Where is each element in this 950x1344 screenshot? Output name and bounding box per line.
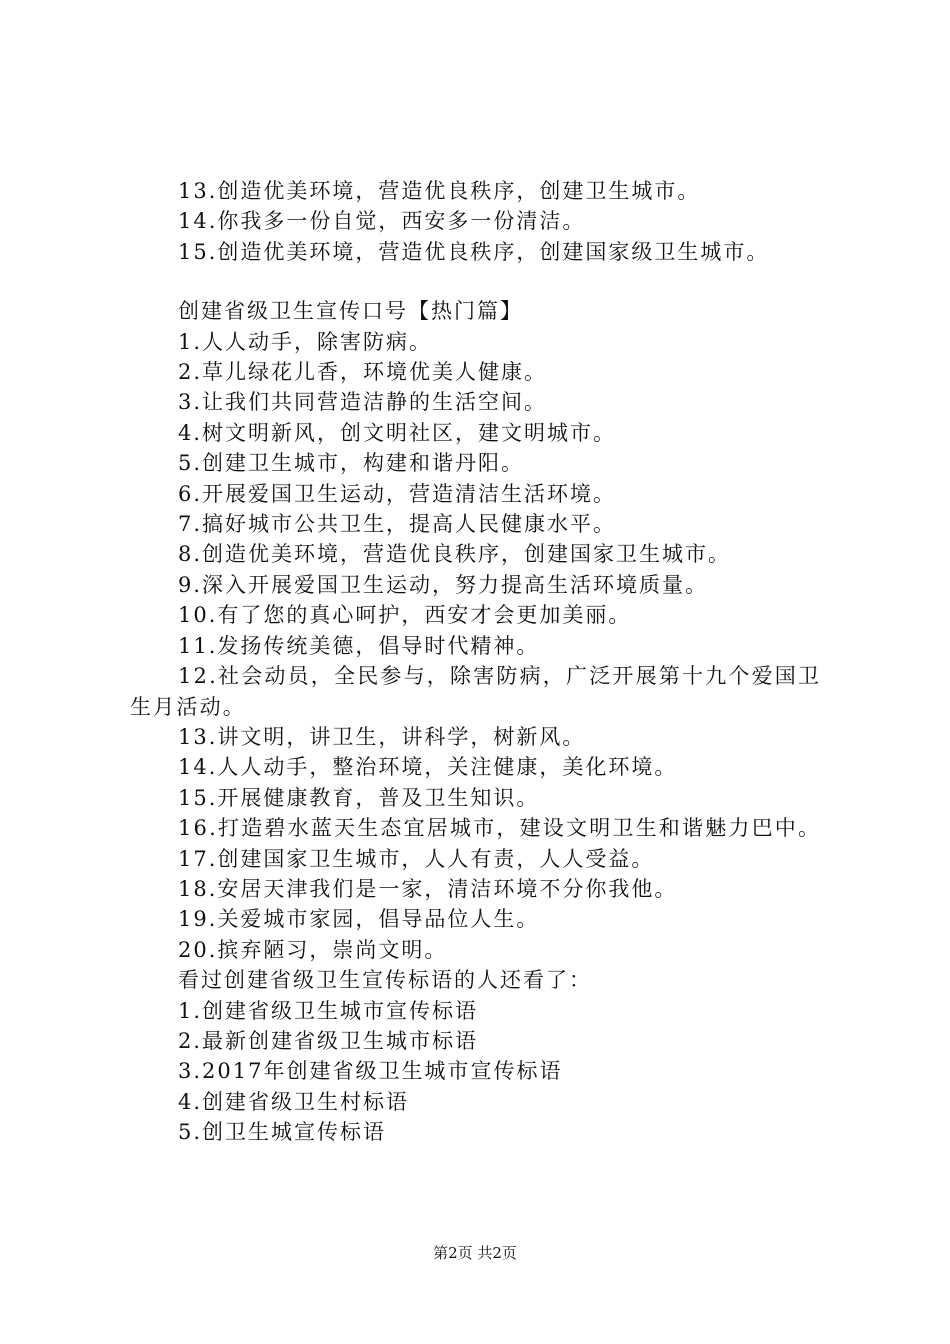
list-item: 9.深入开展爱国卫生运动，努力提高生活环境质量。 <box>178 572 709 597</box>
related-heading: 看过创建省级卫生宣传标语的人还看了： <box>178 968 592 993</box>
list-item: 20.摈弃陋习，崇尚文明。 <box>178 937 448 962</box>
list-item: 11.发扬传统美德，倡导时代精神。 <box>178 633 540 658</box>
list-item: 1.人人动手，除害防病。 <box>178 329 433 354</box>
related-link[interactable]: 4.创建省级卫生村标语 <box>178 1089 410 1114</box>
list-item: 12.社会动员，全民参与，除害防病，广泛开展第十九个爱国卫生月活动。 <box>130 664 822 719</box>
list-item: 10.有了您的真心呵护，西安才会更加美丽。 <box>178 603 632 628</box>
document-body <box>130 176 830 1148</box>
list-item: 19.关爱城市家园，倡导品位人生。 <box>178 907 540 932</box>
list-item: 5.创建卫生城市，构建和谐丹阳。 <box>178 451 525 476</box>
list-item: 17.创建国家卫生城市，人人有责，人人受益。 <box>178 846 655 871</box>
list-item: 13.创造优美环境，营造优良秩序，创建卫生城市。 <box>178 179 701 203</box>
list-item: 15.开展健康教育，普及卫生知识。 <box>178 785 540 810</box>
related-link[interactable]: 3.2017年创建省级卫生城市宣传标语 <box>178 1059 563 1084</box>
list-item: 13.讲文明，讲卫生，讲科学，树新风。 <box>178 724 586 749</box>
list-item: 6.开展爱国卫生运动，营造清洁生活环境。 <box>178 481 617 506</box>
page-number-footer: 第2页 共2页 <box>433 1244 517 1262</box>
section-heading: 创建省级卫生宣传口号【热门篇】 <box>178 299 523 324</box>
list-item: 16.打造碧水蓝天生态宜居城市，建设文明卫生和谐魅力巴中。 <box>178 816 822 841</box>
list-item: 14.你我多一份自觉，西安多一份清洁。 <box>178 209 586 234</box>
related-link[interactable]: 5.创卫生城宣传标语 <box>178 1120 387 1145</box>
list-item: 8.创造优美环境，营造优良秩序，创建国家卫生城市。 <box>178 542 732 567</box>
list-item: 2.草儿绿花儿香，环境优美人健康。 <box>178 360 548 385</box>
list-item: 18.安居天津我们是一家，清洁环境不分你我他。 <box>178 876 678 901</box>
list-item: 3.让我们共同营造洁静的生活空间。 <box>178 390 548 415</box>
related-link[interactable]: 2.最新创建省级卫生城市标语 <box>178 1028 479 1053</box>
related-link[interactable]: 1.创建省级卫生城市宣传标语 <box>178 998 479 1023</box>
list-item: 4.树文明新风，创文明社区，建文明城市。 <box>178 420 617 445</box>
list-item: 15.创造优美环境，营造优良秩序，创建国家级卫生城市。 <box>178 239 770 264</box>
list-item: 14.人人动手，整治环境，关注健康，美化环境。 <box>178 755 678 780</box>
list-item: 7.搞好城市公共卫生，提高人民健康水平。 <box>178 512 617 537</box>
paragraph-gap <box>130 267 830 296</box>
